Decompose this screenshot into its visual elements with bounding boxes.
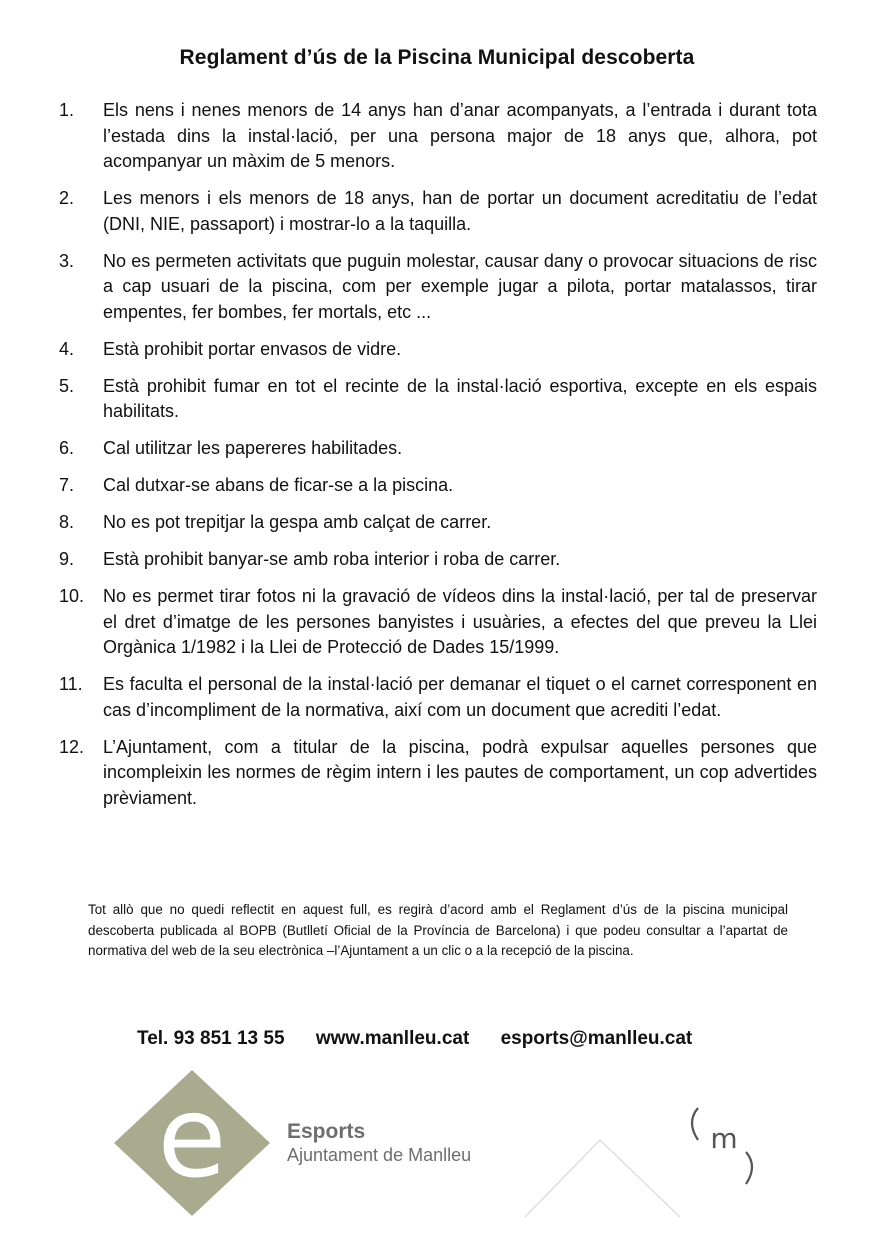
esports-e-logo (112, 1068, 272, 1218)
footnote: Tot allò que no quedi reflectit en aquest full, es regirà d’acord amb el Reglament d’ús de la piscina municipal descoberta publicada al BOPB (Butlletí Oficial de la Província de Barcelona) i que podeu consultar a l’apartat de normativa del web de la seu electrònica –l’Ajuntament a un clic o a la recepció de la piscina. (88, 902, 788, 958)
rule-text: Cal dutxar-se abans de ficar-se a la piscina. (103, 475, 454, 495)
rule-number: 3. (59, 250, 75, 271)
rule-item (57, 584, 817, 661)
rule-item (57, 672, 817, 723)
manlleu-m-logo (684, 1100, 764, 1190)
rule-item (57, 547, 817, 573)
rule-text: L’Ajuntament, com a titular de la piscina, podrà expulsar aquelles persones que incompleixin les normes de règim intern i les pautes de comportament, un cop advertides prèviament. (103, 736, 817, 808)
logo-right-bracket (746, 1152, 752, 1184)
rule-item (57, 249, 817, 326)
logo-left-bracket (692, 1108, 698, 1140)
contact-line (137, 1028, 718, 1050)
phone-number: Tel. 93 851 13 55 (137, 1028, 285, 1049)
logo-letter: e (157, 1073, 227, 1203)
rule-number: 12. (59, 736, 85, 757)
brand-name: Esports (287, 1120, 366, 1143)
rule-text: No es permeten activitats que puguin molestar, causar dany o provocar situacions de risc a cap usuari de la piscina, com per exemple jugar a pilota, portar matalassos, tirar empentes, fer bombes, fer mortals, etc ... (103, 250, 817, 322)
website-link[interactable]: www.manlleu.cat (315, 1028, 470, 1049)
rule-item (57, 98, 817, 175)
rule-number: 9. (59, 549, 75, 569)
rule-text: Les menors i els menors de 18 anys, han de portar un document acreditatiu de l’edat (DNI, NIE, passaport) i mostrar-lo a la taquilla. (103, 188, 817, 234)
rule-item (57, 473, 817, 499)
rule-number: 11. (59, 674, 83, 694)
brand-block (287, 1120, 471, 1166)
rule-item (57, 735, 817, 812)
rule-text: Està prohibit portar envasos de vidre. (103, 338, 402, 359)
rules-list (57, 98, 817, 823)
secondary-logo-letter: m (710, 1122, 738, 1155)
rule-item (57, 436, 817, 462)
rule-number: 5. (59, 375, 75, 396)
rule-number: 6. (59, 438, 75, 458)
rule-number: 2. (59, 188, 75, 208)
rule-number: 7. (59, 475, 75, 495)
rule-text: No es pot trepitjar la gespa amb calçat de carrer. (103, 512, 492, 532)
rule-number: 10. (59, 586, 85, 606)
rule-text: Està prohibit banyar-se amb roba interior i roba de carrer. (103, 549, 561, 569)
rule-number: 4. (59, 338, 75, 359)
email-link[interactable]: esports@manlleu.cat (500, 1028, 693, 1049)
page-title: Reglament d’ús de la Piscina Municipal descoberta (179, 46, 695, 69)
rule-text: Els nens i nenes menors de 14 anys han d’anar acompanyats, a l’entrada i durant tota l’estada dins la instal·lació, per una persona major de 18 anys que, alhora, pot acompanyar un màxim de 5 menors. (103, 100, 817, 171)
rule-item (57, 337, 817, 363)
rule-item (57, 510, 817, 536)
rule-text: Cal utilitzar les papereres habilitades. (103, 438, 403, 458)
decorative-triangle-lines (520, 1135, 690, 1220)
rule-item (57, 374, 817, 425)
rule-text: Està prohibit fumar en tot el recinte de la instal·lació esportiva, excepte en els espais habilitats. (103, 375, 817, 421)
rule-number: 1. (59, 100, 75, 120)
rule-text: No es permet tirar fotos ni la gravació de vídeos dins la instal·lació, per tal de preservar el dret d’imatge de les persones banyistes i usuàries, a efectes del que preveu la Llei Orgànica 1/1982 i la Llei de Protecció de Dades 15/1999. (103, 586, 817, 657)
brand-subtitle: Ajuntament de Manlleu (287, 1145, 472, 1165)
rule-item (57, 186, 817, 237)
rule-number: 8. (59, 512, 75, 532)
rule-text: Es faculta el personal de la instal·lació per demanar el tiquet o el carnet corresponent en cas d’incompliment de la normativa, així com un document que acrediti l’edat. (103, 674, 817, 720)
